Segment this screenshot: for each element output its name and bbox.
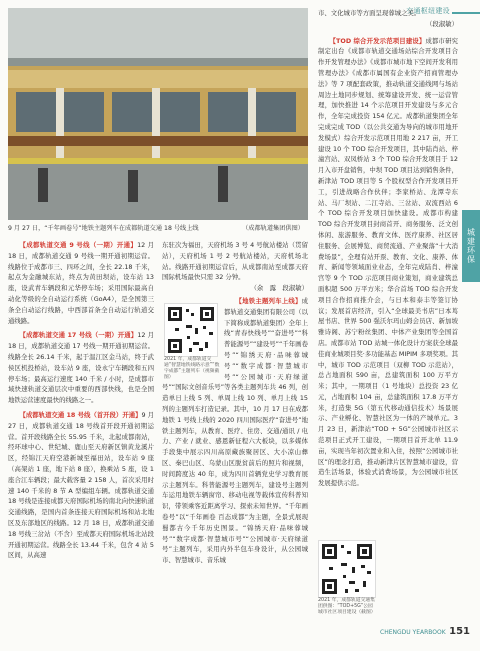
photo-caption: [8, 224, 308, 233]
paragraph: 市、文化城市等方面呈现蓉城之美。: [318, 9, 421, 17]
qr-caption: 2021 年，成都轨道交通“智慧地铁线路示意”“数字成都”主题列车（视频截图）: [164, 357, 220, 380]
qr-code-icon: [165, 304, 217, 356]
column-1: [8, 240, 154, 561]
paragraph: 东驻次为福田，天府机场 3 号 4 号航站楼站（贯留站），天府机场 1 号 2 号航站楼站，天府机场北站。线路开通初期运营后，从成都南站至成都天府国际机场最快只需 32 分钟。: [162, 241, 308, 282]
column-2: [162, 240, 308, 566]
section-body: 成都市研究制定出台《成都市轨道交通场站综合开发项目合作开发管理办法》《成都市城市地下空间开发利用管理办法》《成都市属国有企业资产招商管理办法》等 7 项配套政策，推动轨道交通线网与场站周边土地同步规划、统筹建设开发、统一运营管理，加快推进 14 个示范项目开发建设与多元合作，全年完成投资 154 亿元。成都轨道集团全年完成完成 TOD（以公共交通为导向的城市用地开发模式）综合开发示范项目用地 2 217 亩，开工建设 10 个 TOD 综合开发项目，其中陆肖站、梓潼宫站、双凤桥站 3 个 TOD 综合开发项目于 12 月入市开盘销售，中坝 TOD 项目达到销售条件，新津站 TOD 项目等 5 个股权型合作开发项目开工，引进战略合作伙伴；李家桥站、龙潭寺东站、马厂坝站、二江寺站、三岔站、双流西站 6 个 TOD 综合开发项目加快建设。成都市构建 TOD 综合开发项目封商首开、商务服务、泛文创体闲、旅游服务、教育文体、医疗康养、社区居住服务、会展博览、商贸流通、产业聚落“十大消费场景”，全理有站开票、教育、文化、康养、体育、新闻等领域面业业态，全年完成陆肖、梓潼宫等 9 个 TOD 示范项目商业策划，商业建筑总面积超 500 万平方米；华合首场 TOD 综合开发项目合作招商推介会，与日本和泰丰等签订协议；发展首店经济，引入“全球最美书店”日本茑屋书店、世界 500 强沃尔玛山姆会员店、新加坡雅诗阁、苏宁粉丝集团、中体产业集团等全国首店。成都市站 TOD 站城一体化设计方案获全球最佳商业城项目奖·多功能基态 MIPIM 多项奖项。其中，城市 TOD 示范项目（双柳 TOD 示范站），总占地面积 590 亩，总建筑面积 100 万平方米；其中，一期项目（1 号地块）总投资 23 亿元，占地面积 104 亩，总建筑面积 17.8 万平方米，打造集 5G（第五代移动通信技术）场景展示、产业孵化、智慧社区为一体的产城单元。3 月 23 日，新津站“TOD + 5G”公园城市社区示范项目正式开工建设，一期项目首开北单 11.9 亩，实现当年初次置业和入住，按照“公园城市社区”的理念打造，推动新津片区智慧城市建设，营造生活场景，体验式消费场景，为公园城市社区发展提供示范。: [318, 36, 458, 488]
train-illustration: [8, 8, 308, 220]
qr-code: [164, 303, 218, 357]
qr-code-icon: [319, 541, 375, 597]
section-body: 12 月 18 日，成都轨道交通 9 号线一期开通初期运营。线路位于成都市三、四环之间，全长 22.18 千米，起点为金融城东站，终点为黄田坝站，设车站 13 座，设武青车辆段和元华停车场；采用国际最高自动化等级的全自动运行系统（GoA4），是全国第三条全自动运行线路，中西部首条全自动运行轨道交通线路。: [8, 241, 154, 325]
section-body: 9 月 27 日，成都轨道交通 18 号线首开段开通初期运营。首开段线路全长 55.95 千米，北起成都南站，经环球中心、世纪城、鹿山至天府新区镇黄龙溪片区，经锦江天府空港新城至福田站，设车站 9 座（高架站 1 座，地下站 8 座），换乘站 5 座，设 1 座合江车辆段；最大载客量 2 158 人，首次采用时速 140 千米的 8 节 A 型编组车辆。成都轨道交通 18 号线是连接成都天府国际机场的南北向快速轨道交通线路，是国内首条连接天府国际机场和站北地区及东部地区的线路。12 月 18 日，成都轨道交通 18 号线三岔站（不含）至成都天府国际机场北站段开通初期运营。线路全长 13.44 千米，包含 4 站 5 区间，从高速: [8, 410, 154, 560]
caption-text: 9 月 27 日，“千年画卷号”地铁主题列车在成都轨道交通 18 号线上线: [8, 225, 199, 232]
column-3: [318, 8, 458, 489]
section-heading: 【成都轨道交通 18 号线（首开段）开通】: [19, 410, 142, 419]
train-photo: [8, 8, 308, 220]
page-number: 151: [449, 626, 470, 637]
signature: （段淑敏）: [426, 19, 458, 28]
section-heading: 【成都轨道交通 17 号线（一期）开通】: [19, 331, 138, 340]
page-footer: [380, 626, 480, 640]
signature: （余 露 段淑敏）: [250, 284, 308, 293]
side-section-tab: [462, 210, 480, 282]
section-heading: 【TOD 综合开发示范项目建设】: [329, 36, 426, 45]
yearbook-label: CHENGDU YEARBOOK: [380, 629, 446, 636]
section-heading: 【地铁主题列车上线】: [235, 296, 302, 305]
side-tab-label: 城建环保: [466, 228, 476, 264]
qr-caption: 2021 年，成都轨道交通集团供图：“TOD+5G”公园城市社区项目建设（截图）: [318, 598, 376, 615]
section-title: 交通枢纽建设: [406, 7, 450, 15]
section-body: 成都轨道交通集团有限公司（以下简称成都轨道集团）全年上线“青春快线号”“奋进号”“科普能源号”“建设号”“千年画卷号”“锦绣天府·品味蓉城号”“数字成都·智慧城市号”“公园城市·天府绿道号”“国际文创音乐号”等各类主题列车共 46 列，创造单日上线 5 列、单周上线 10 列、单月上线 15 列的主题列车打造记录。其中，10 月 17 日在成都地铁 1 号线上线的 2020 四川国际医疗“奋进号”地铁主题列车，从教育、医疗、住房、交通/通讯 / 电力、产业 / 就业、感恩新征程六大板块，以多媒体手段集中展示四川高原藏族聚居区、大小凉山彝区、秦巴山区、乌蒙山区脱贫前后的照片和视频，时间跨度达 40 年，成为四川首辆党史学习教育展示主题列车。科普能源号主题列车，建设号主题列车运用地铁车辆窗帘、移动电视等载体宣传科普知识，带领乘客近距离学习、探索未知世界。“千年画卷号”以“千年画卷 百态成都”为主题，全景式展现蜀都古今千年历史图景。“锦绣天府·品味蓉城号”“数字成都·智慧城市号”“公园城市·天府绿道号”主题列车，采用内外半包车身设计，从公园城市、智慧城市、音乐城: [162, 296, 308, 565]
caption-credit: （成都轨道集团供图）: [242, 225, 304, 232]
section-heading: 【成都轨道交通 9 号线（一期）开通】: [19, 241, 138, 249]
section-body: 12 月 18 日，成都轨道交通 17 号线一期开通初期运营。线路全长 26.14 千米，起于温江区金马站，终于武侯区机投桥站，设车站 9 座，设永宁车辆段和五四停车场；最高运行速度 140 千米 / 小时，是成都市域快速轨道交通层次中重要的西部快线，也是全国地铁运营速度最快的线路之一。: [8, 331, 155, 405]
qr-code: [318, 540, 376, 598]
